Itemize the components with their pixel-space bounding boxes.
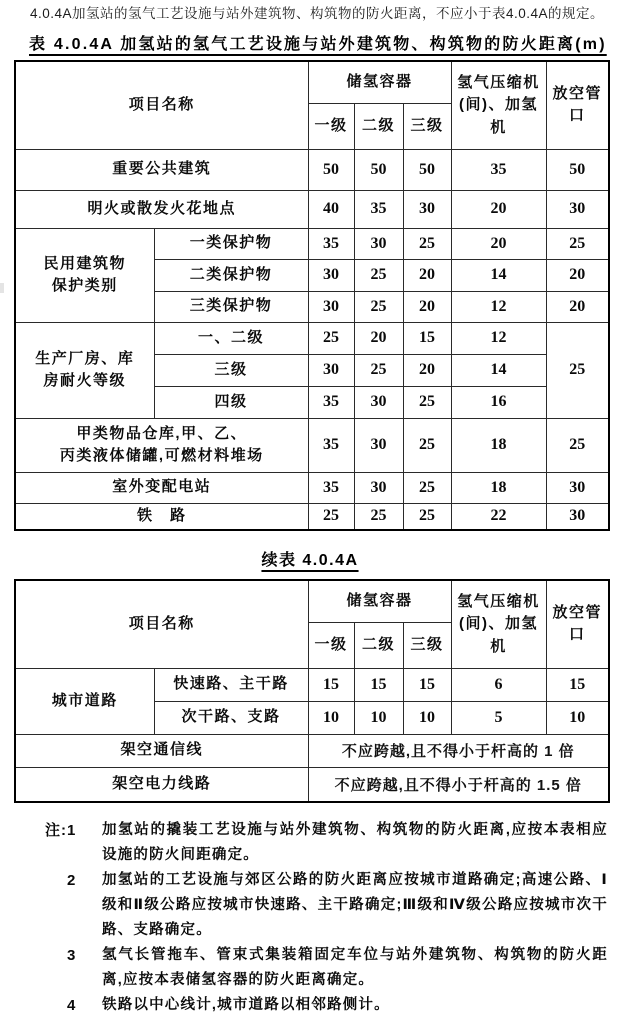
sub-row-label: 快速路、主干路 [154, 668, 308, 701]
row-label-warehouse [15, 418, 308, 472]
value-cell: 50 [308, 149, 354, 190]
sub-row-label: 二类保护物 [154, 259, 308, 291]
value-cell: 5 [451, 701, 546, 734]
value-cell: 50 [403, 149, 451, 190]
header-storage-group: 储氢容器 [308, 580, 451, 622]
header-level-3: 三级 [403, 622, 451, 668]
value-cell: 16 [451, 386, 546, 418]
sub-row-label: 次干路、支路 [154, 701, 308, 734]
value-cell: 15 [403, 322, 451, 354]
note-marker: 注:1 [45, 822, 77, 839]
value-cell: 25 [308, 503, 354, 530]
value-cell: 20 [403, 291, 451, 322]
value-cell: 14 [451, 354, 546, 386]
value-cell: 10 [546, 701, 609, 734]
value-cell: 15 [403, 668, 451, 701]
margin-mark [0, 283, 4, 293]
value-cell: 25 [403, 228, 451, 259]
group-label-line2: 保护类别 [51, 277, 118, 294]
note-item [45, 868, 608, 943]
header-level-2: 二级 [354, 103, 403, 149]
note-item [45, 943, 608, 993]
group-label-industrial-buildings [15, 322, 154, 418]
group-label-city-roads: 城市道路 [15, 668, 154, 734]
value-cell: 30 [354, 418, 403, 472]
value-cell: 35 [308, 472, 354, 503]
note-marker: 3 [67, 947, 77, 964]
value-cell: 30 [546, 503, 609, 530]
note-marker: 2 [67, 872, 77, 889]
value-cell: 22 [451, 503, 546, 530]
value-cell: 25 [354, 503, 403, 530]
value-cell: 10 [403, 701, 451, 734]
row-label: 架空电力线路 [15, 767, 308, 802]
note-marker: 4 [67, 997, 77, 1014]
sub-row-label: 四级 [154, 386, 308, 418]
header-compressor: 氢气压缩机(间)、加氢机 [451, 61, 546, 149]
header-item-name: 项目名称 [15, 61, 308, 149]
value-cell: 30 [308, 354, 354, 386]
note-text: 铁路以中心线计,城市道路以相邻路侧计。 [102, 997, 390, 1013]
group-label-line2: 房耐火等级 [43, 372, 126, 389]
value-cell: 35 [354, 190, 403, 228]
value-cell: 12 [451, 291, 546, 322]
intro-paragraph: 4.0.4A加氢站的氢气工艺设施与站外建筑物、构筑物的防火距离，不应小于表4.0.4A的规定。 [30, 6, 605, 21]
value-cell: 30 [308, 259, 354, 291]
value-cell: 20 [451, 228, 546, 259]
value-cell: 25 [403, 503, 451, 530]
value-cell: 30 [354, 386, 403, 418]
row-label: 重要公共建筑 [15, 149, 308, 190]
value-cell: 30 [546, 190, 609, 228]
header-vent: 放空管口 [546, 580, 609, 668]
header-item-name: 项目名称 [15, 580, 308, 668]
header-level-1: 一级 [308, 103, 354, 149]
value-cell: 25 [546, 418, 609, 472]
table2-caption: 续表 4.0.4A [261, 552, 359, 569]
value-cell: 18 [451, 418, 546, 472]
group-label-line1: 民用建筑物 [43, 254, 126, 272]
value-cell: 25 [354, 291, 403, 322]
header-level-1: 一级 [308, 622, 354, 668]
row-label: 明火或散发火花地点 [15, 190, 308, 228]
value-cell: 35 [451, 149, 546, 190]
value-cell: 50 [354, 149, 403, 190]
note-text: 加氢站的撬装工艺设施与站外建筑物、构筑物的防火距离,应按本表相应设施的防火间距确定。 [102, 822, 608, 863]
value-cell: 25 [546, 228, 609, 259]
group-label-line1: 生产厂房、库 [35, 349, 135, 367]
header-storage-group: 储氢容器 [308, 61, 451, 103]
header-vent: 放空管口 [546, 61, 609, 149]
table1-fire-distance [14, 60, 610, 531]
header-level-3: 三级 [403, 103, 451, 149]
value-cell: 25 [354, 259, 403, 291]
value-cell: 15 [308, 668, 354, 701]
value-cell: 14 [451, 259, 546, 291]
value-cell: 35 [308, 418, 354, 472]
value-cell: 20 [451, 190, 546, 228]
value-cell: 20 [403, 259, 451, 291]
sub-row-label: 三类保护物 [154, 291, 308, 322]
value-cell: 25 [308, 322, 354, 354]
value-cell: 25 [403, 386, 451, 418]
value-cell: 18 [451, 472, 546, 503]
value-cell: 20 [546, 291, 609, 322]
value-cell-merged-vent: 25 [546, 322, 609, 418]
value-cell: 12 [451, 322, 546, 354]
value-cell: 50 [546, 149, 609, 190]
note-item [45, 818, 608, 868]
value-cell: 25 [403, 418, 451, 472]
value-cell: 30 [354, 472, 403, 503]
span-rule-cell: 不应跨越,且不得小于杆高的 1 倍 [308, 734, 609, 767]
value-cell: 30 [546, 472, 609, 503]
span-rule-cell: 不应跨越,且不得小于杆高的 1.5 倍 [308, 767, 609, 802]
value-cell: 10 [308, 701, 354, 734]
sub-row-label: 一、二级 [154, 322, 308, 354]
value-cell: 25 [354, 354, 403, 386]
sub-row-label: 三级 [154, 354, 308, 386]
table1-caption: 表 4.0.4A 加氢站的氢气工艺设施与站外建筑物、构筑物的防火距离(m) [29, 36, 607, 53]
notes-section [45, 818, 608, 1018]
header-level-2: 二级 [354, 622, 403, 668]
value-cell: 35 [308, 228, 354, 259]
value-cell: 15 [354, 668, 403, 701]
value-cell: 35 [308, 386, 354, 418]
row-label: 架空通信线 [15, 734, 308, 767]
note-text: 氢气长管拖车、管束式集装箱固定车位与站外建筑物、构筑物的防火距离,应按本表储氢容器的防火距离确定。 [102, 947, 608, 988]
value-cell: 30 [308, 291, 354, 322]
row-label-line2: 丙类液体储罐,可燃材料堆场 [59, 447, 264, 464]
value-cell: 10 [354, 701, 403, 734]
table2-fire-distance-continued [14, 579, 610, 803]
value-cell: 30 [354, 228, 403, 259]
value-cell: 20 [546, 259, 609, 291]
note-item [45, 993, 608, 1018]
value-cell: 40 [308, 190, 354, 228]
value-cell: 15 [546, 668, 609, 701]
sub-row-label: 一类保护物 [154, 228, 308, 259]
row-label-line1: 甲类物品仓库,甲、乙、 [76, 424, 248, 442]
table2-caption-wrap [0, 547, 620, 570]
value-cell: 25 [403, 472, 451, 503]
value-cell: 20 [403, 354, 451, 386]
row-label: 铁 路 [15, 503, 308, 530]
note-text: 加氢站的工艺设施与郊区公路的防火距离应按城市道路确定;高速公路、Ⅰ级和Ⅱ级公路应按城市快速路、主干路确定;Ⅲ级和Ⅳ级公路应按城市次干路、支路确定。 [102, 872, 608, 938]
header-compressor: 氢气压缩机(间)、加氢机 [451, 580, 546, 668]
value-cell: 6 [451, 668, 546, 701]
value-cell: 20 [354, 322, 403, 354]
row-label: 室外变配电站 [15, 472, 308, 503]
group-label-civil-buildings [15, 228, 154, 322]
value-cell: 30 [403, 190, 451, 228]
